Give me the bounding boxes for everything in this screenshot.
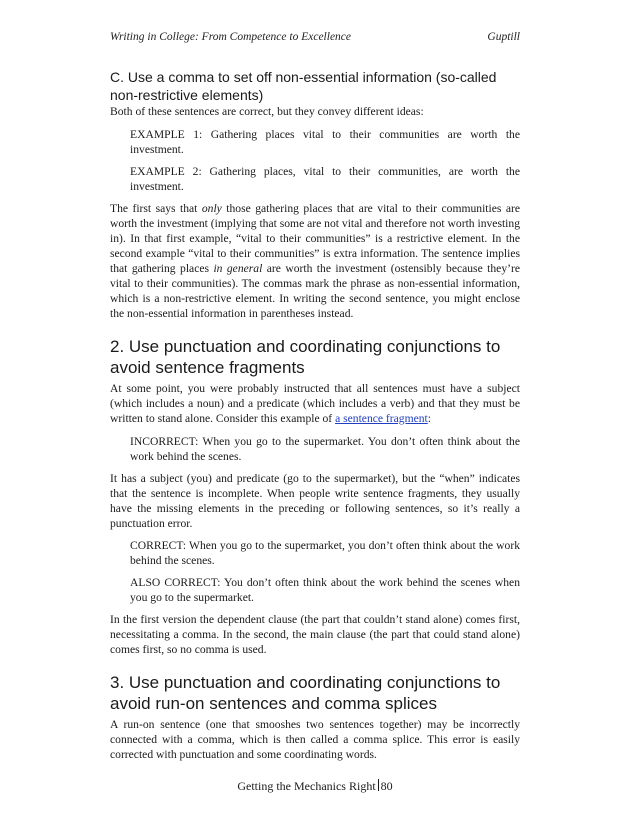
section-c-explanation: The first says that only those gathering places that are vital to their communities are worth the investment (implying that some are not vital and therefore not worth investing in). In that first example, “vital to their communities” is a restrictive element. In the second example “vital to their communities” is extra information. The sentence implies that gathering places in general are worth the investment (ostensibly because they’re vital to their communities). The commas mark the phrase as non-essential information, which is a non-restrictive element. In writing the second sentence, you might enclose the non-essential information in parentheses instead. — [110, 202, 520, 320]
section-2-explanation: It has a subject (you) and predicate (go to the supermarket), but the “when” indicates that the sentence is incomplete. When people write sentence fragments, they usually have the missing elements in the preceding or following sentences, so it’s really a punctuation error. — [110, 472, 520, 530]
section-c-intro: Both of these sentences are correct, but they convey different ideas: — [110, 105, 424, 118]
book-title: Writing in College: From Competence to Excellence — [110, 31, 352, 43]
section-3-heading: 3. Use punctuation and coordinating conjunctions to avoid run-on sentences and comma splices — [110, 673, 501, 713]
example-1: EXAMPLE 1: Gathering places vital to their communities are worth the investment. — [130, 128, 520, 156]
section-2-intro: At some point, you were probably instructed that all sentences must have a subject (which includes a noun) and a predicate (which includes a verb) and that they must be written to stand alone. Consider this example of a sentence fragment: — [110, 382, 520, 425]
page-number: 80 — [380, 779, 393, 793]
section-c-heading: C. Use a comma to set off non-essential information (so-called non-restrictive elements) — [110, 69, 497, 103]
section-3-intro: A run-on sentence (one that smooshes two sentences together) may be incorrectly connected with a comma, which is then called a comma splice. This error is easily corrected with punctuation and some coordinating words. — [110, 718, 520, 761]
page-content — [110, 68, 520, 762]
author-name: Guptill — [487, 31, 520, 43]
correct-example: CORRECT: When you go to the supermarket, you don’t often think about the work behind the scenes. — [130, 539, 520, 567]
footer-separator — [378, 779, 379, 791]
footer-chapter: Getting the Mechanics Right — [237, 779, 376, 793]
also-correct-example: ALSO CORRECT: You don’t often think about the work behind the scenes when you go to the supermarket. — [130, 576, 520, 604]
section-2-heading: 2. Use punctuation and coordinating conjunctions to avoid sentence fragments — [110, 337, 501, 377]
sentence-fragment-link[interactable]: a sentence fragment — [335, 412, 428, 425]
emphasis-only: only — [201, 202, 222, 215]
example-2: EXAMPLE 2: Gathering places, vital to their communities, are worth the investment. — [130, 165, 520, 193]
page-footer — [0, 779, 630, 794]
emphasis-in-general: in general — [213, 262, 263, 275]
running-header — [110, 31, 520, 43]
incorrect-example: INCORRECT: When you go to the supermarket. You don’t often think about the work behind the scenes. — [130, 435, 520, 463]
section-2-conclusion: In the first version the dependent clause (the part that couldn’t stand alone) comes first, necessitating a comma. In the second, the main clause (the part that could stand alone) comes first, so no comma is used. — [110, 613, 520, 656]
